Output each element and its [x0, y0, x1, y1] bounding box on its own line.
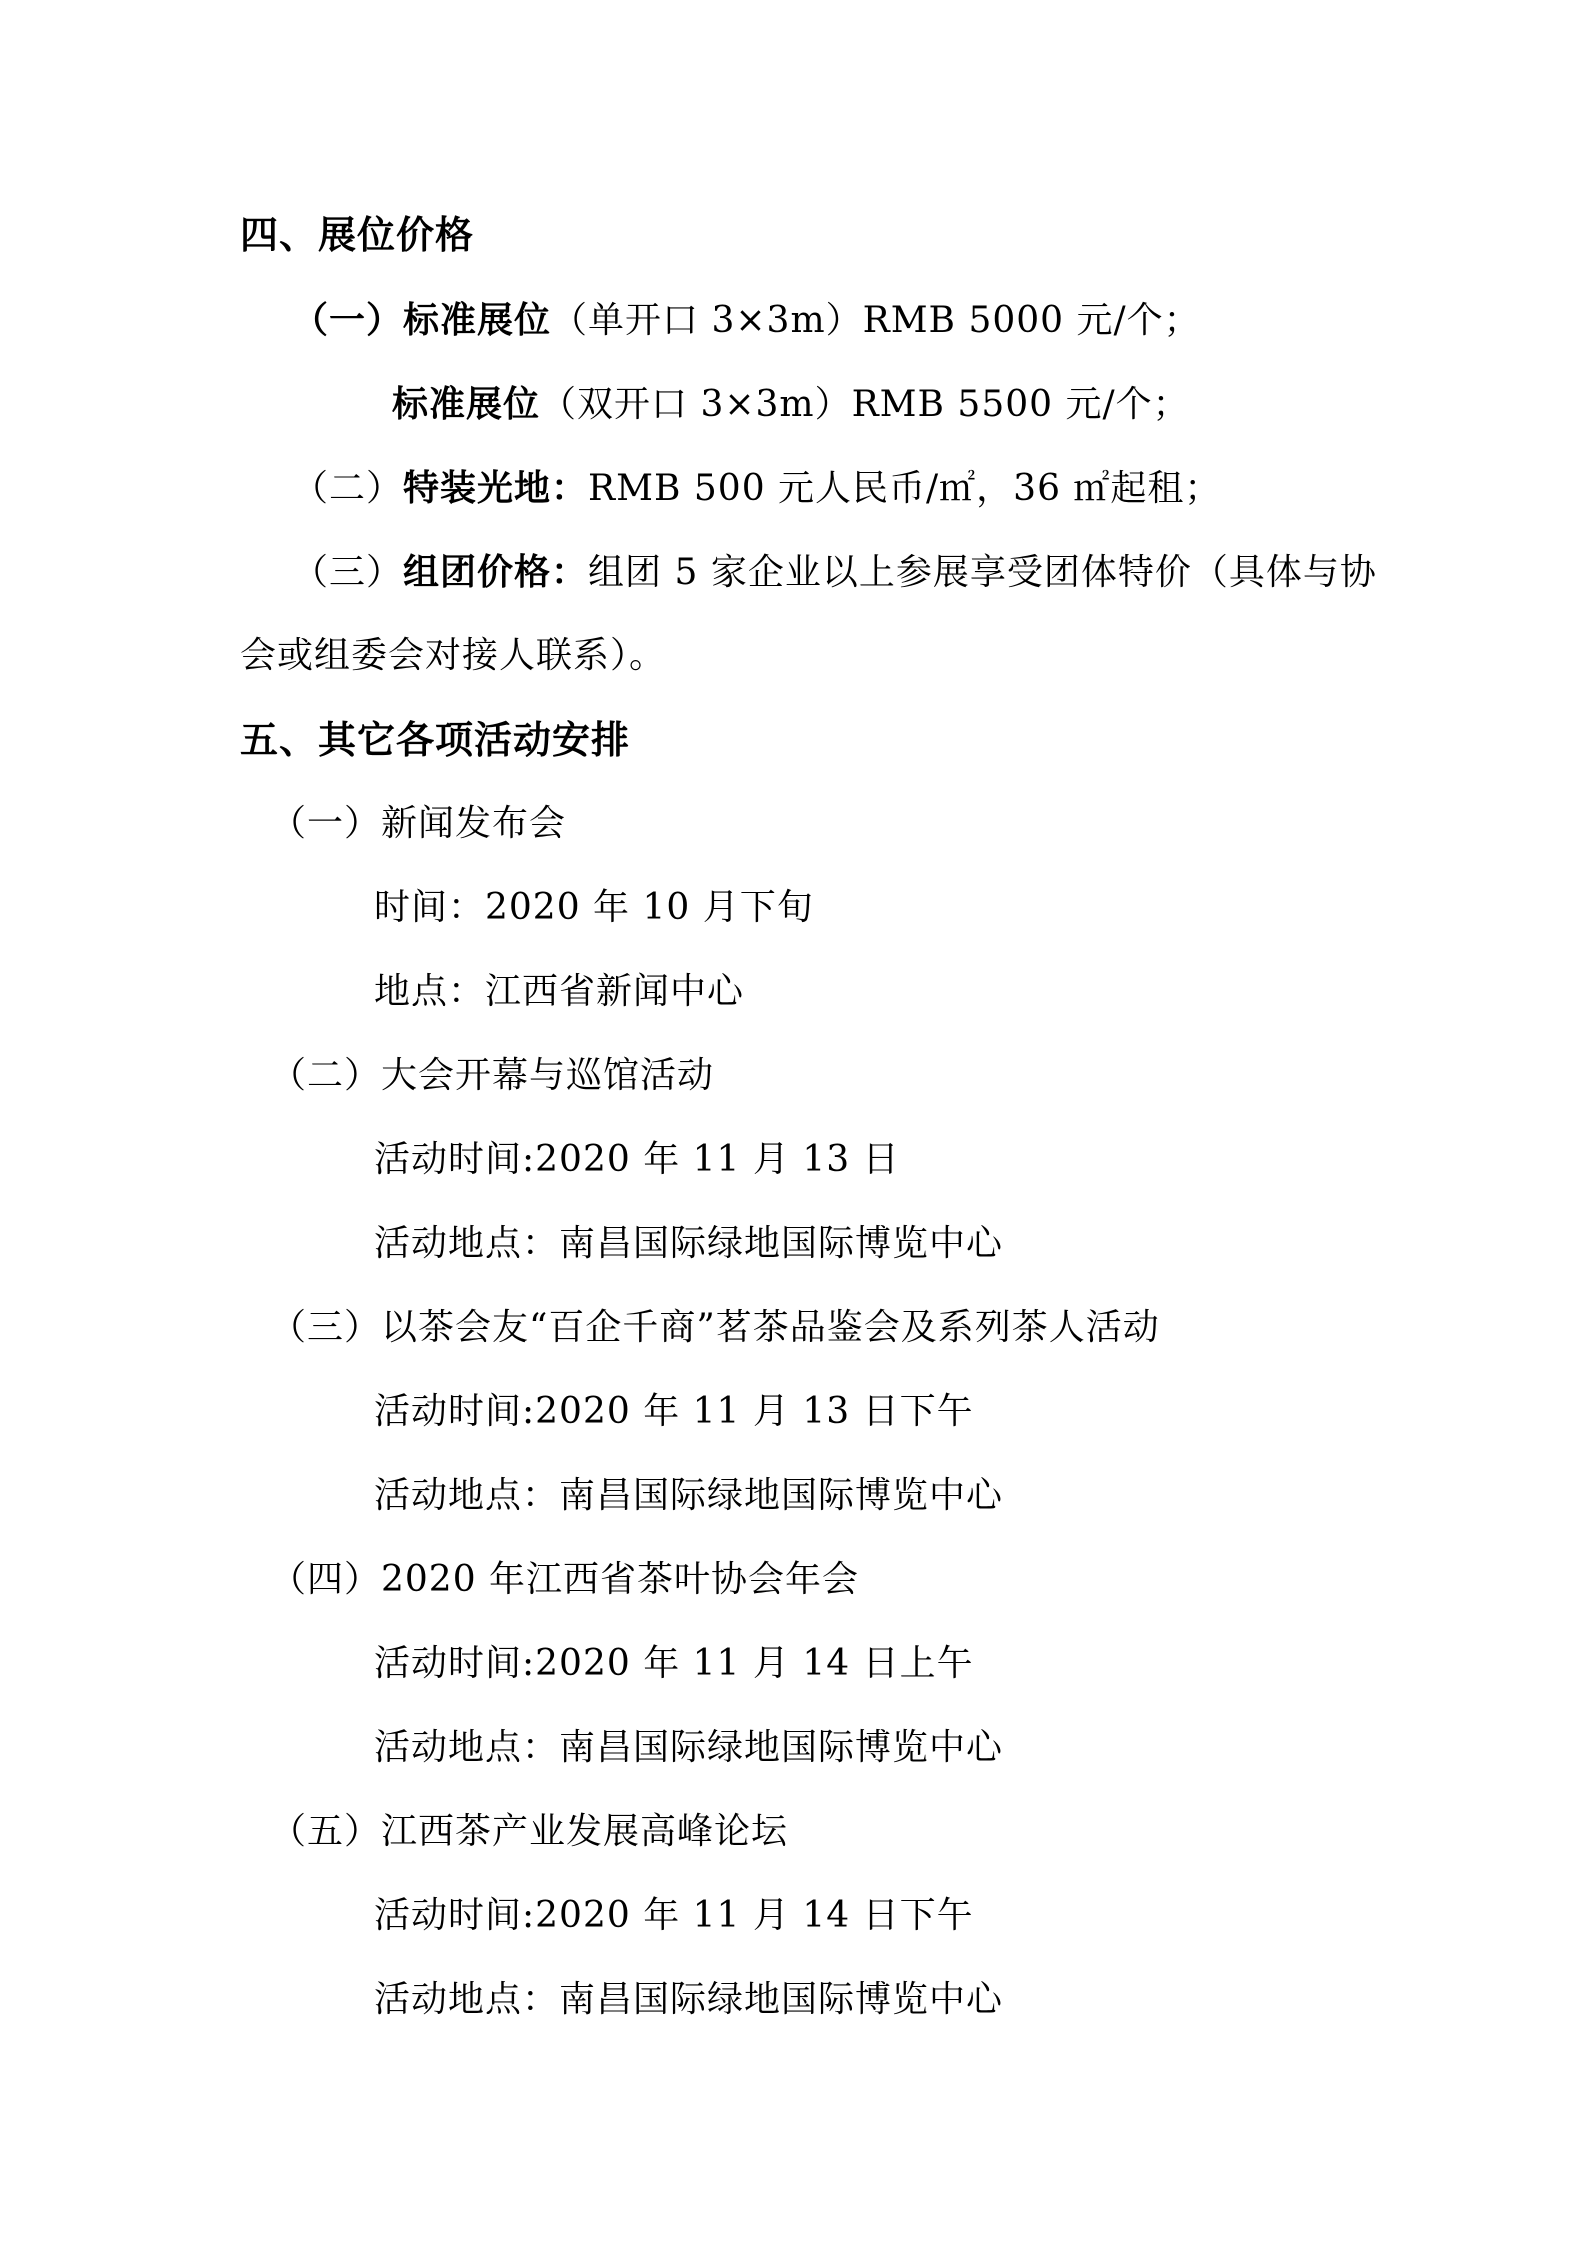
price-item-2-text: RMB 500 元人民币/㎡，36 ㎡起租； — [588, 468, 1222, 509]
section-5-title: 五、其它各项活动安排 — [240, 718, 631, 762]
price-item-1b-text: （双开口 3×3m）RMB 5500 元/个； — [540, 384, 1190, 425]
section-4-title: 四、展位价格 — [240, 213, 475, 257]
price-item-1-label: 标准展位 — [403, 299, 552, 341]
event-1-heading: （一）新闻发布会 — [270, 803, 567, 844]
event-2-place: 活动地点：南昌国际绿地国际博览中心 — [374, 1223, 1004, 1264]
price-item-2-label: 特装光地： — [403, 467, 589, 509]
price-item-2 — [292, 466, 1221, 511]
price-item-3 — [292, 550, 1377, 595]
price-item-3-continuation: 会或组委会对接人联系）。 — [240, 635, 667, 676]
event-2-time: 活动时间:2020 年 11 月 13 日 — [374, 1139, 900, 1180]
event-4-place: 活动地点：南昌国际绿地国际博览中心 — [374, 1727, 1004, 1768]
price-item-1b — [392, 382, 1190, 427]
price-item-2-marker: （二） — [292, 468, 404, 509]
event-5-time: 活动时间:2020 年 11 月 14 日下午 — [374, 1895, 974, 1936]
price-item-3-text: 组团 5 家企业以上参展享受团体特价（具体与协 — [588, 552, 1377, 593]
event-1-place: 地点：江西省新闻中心 — [374, 971, 745, 1012]
event-5-heading: （五）江西茶产业发展高峰论坛 — [270, 1811, 789, 1852]
price-item-1-text: （单开口 3×3m）RMB 5000 元/个； — [551, 300, 1201, 341]
price-item-3-label: 组团价格： — [403, 551, 589, 593]
price-item-1 — [292, 298, 1201, 343]
price-item-3-marker: （三） — [292, 552, 404, 593]
event-1-time: 时间：2020 年 10 月下旬 — [374, 887, 814, 928]
event-5-place: 活动地点：南昌国际绿地国际博览中心 — [374, 1979, 1004, 2020]
price-item-1b-label: 标准展位 — [392, 383, 541, 425]
price-item-1-marker: （一） — [292, 299, 404, 341]
event-3-heading: （三）以茶会友“百企千商”茗茶品鉴会及系列茶人活动 — [270, 1307, 1160, 1348]
event-4-heading: （四）2020 年江西省茶叶协会年会 — [270, 1559, 860, 1600]
event-3-time: 活动时间:2020 年 11 月 13 日下午 — [374, 1391, 974, 1432]
event-4-time: 活动时间:2020 年 11 月 14 日上午 — [374, 1643, 974, 1684]
event-3-place: 活动地点：南昌国际绿地国际博览中心 — [374, 1475, 1004, 1516]
event-2-heading: （二）大会开幕与巡馆活动 — [270, 1055, 715, 1096]
